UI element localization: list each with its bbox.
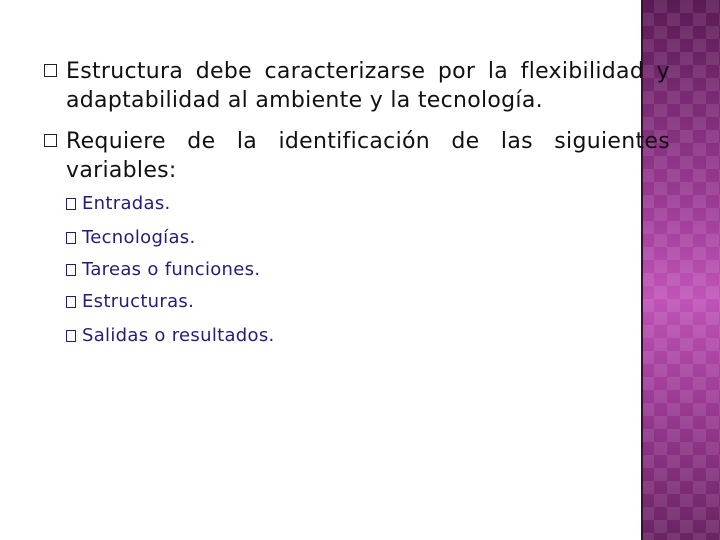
square-bullet-icon (66, 232, 76, 244)
sub-bullet-text: Tecnologías. (82, 227, 196, 248)
sub-bullet-item (66, 193, 171, 215)
square-bullet-icon (44, 134, 57, 147)
square-bullet-icon (44, 64, 57, 77)
bullet-text: Estructura debe caracterizarse por la flexibilidad y adaptabilidad al ambiente y la tecnología. (66, 59, 670, 113)
bullet-item (44, 57, 670, 115)
sub-bullet-item (66, 227, 196, 249)
sub-bullet-text: Entradas. (82, 193, 171, 214)
sub-bullet-item (66, 259, 260, 281)
sub-bullet-text: Tareas o funciones. (82, 259, 261, 280)
sub-bullet-item (66, 325, 275, 347)
square-bullet-icon (66, 264, 76, 276)
square-bullet-icon (66, 296, 76, 308)
sub-bullet-item (66, 291, 194, 313)
sub-bullet-text: Estructuras. (82, 291, 195, 312)
bullet-item (44, 127, 670, 185)
sub-bullet-text: Salidas o resultados. (82, 325, 275, 346)
square-bullet-icon (66, 330, 76, 342)
square-bullet-icon (66, 198, 76, 210)
bullet-text: Requiere de la identificación de las siguientes variables: (66, 129, 670, 183)
